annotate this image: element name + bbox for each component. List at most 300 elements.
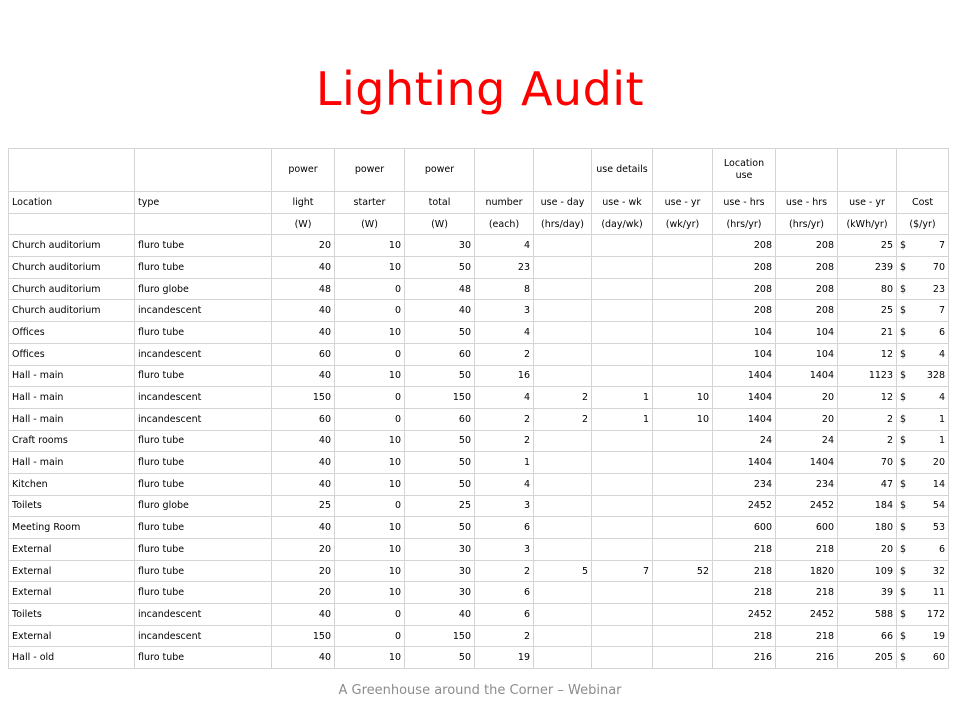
value-cell: 239	[838, 257, 897, 279]
header-cell: (kWh/yr)	[838, 213, 897, 235]
header-cell	[776, 149, 838, 192]
value-cell: 104	[776, 322, 838, 344]
value-cell: 50	[405, 257, 475, 279]
table-row	[9, 539, 949, 561]
value-cell: 10	[653, 408, 713, 430]
value-cell: 20	[776, 387, 838, 409]
type-cell: fluro tube	[135, 235, 272, 257]
header-cell	[475, 149, 534, 192]
value-cell: 10	[335, 365, 405, 387]
cost-value: 11	[932, 587, 945, 599]
currency-symbol: $	[900, 392, 907, 404]
value-cell: 109	[838, 560, 897, 582]
value-cell	[534, 473, 592, 495]
value-cell: 25	[272, 495, 335, 517]
value-cell: 3	[475, 495, 534, 517]
value-cell: 24	[776, 430, 838, 452]
type-cell: fluro tube	[135, 365, 272, 387]
header-cell: (W)	[405, 213, 475, 235]
currency-symbol: $	[900, 478, 907, 490]
value-cell: 25	[405, 495, 475, 517]
value-cell	[653, 430, 713, 452]
cost-value: 4	[938, 348, 945, 360]
location-cell: Hall - main	[9, 387, 135, 409]
location-cell: Craft rooms	[9, 430, 135, 452]
header-cell	[897, 149, 949, 192]
value-cell	[653, 495, 713, 517]
header-label: power	[288, 164, 318, 175]
currency-symbol: $	[900, 587, 907, 599]
value-cell	[534, 343, 592, 365]
location-cell: External	[9, 539, 135, 561]
value-cell: 50	[405, 430, 475, 452]
value-cell: 40	[405, 300, 475, 322]
header-cell: use - yr	[653, 192, 713, 214]
location-cell: External	[9, 625, 135, 647]
table-row	[9, 495, 949, 517]
header-cell: Cost	[897, 192, 949, 214]
value-cell: 0	[335, 278, 405, 300]
cost-value: 328	[926, 370, 945, 382]
value-cell: 6	[475, 604, 534, 626]
value-cell	[592, 300, 653, 322]
header-row-group	[9, 149, 949, 192]
currency-symbol: $	[900, 543, 907, 555]
location-cell: Hall - main	[9, 408, 135, 430]
value-cell: 40	[405, 604, 475, 626]
value-cell: 2	[475, 343, 534, 365]
slide-footer: A Greenhouse around the Corner – Webinar	[338, 683, 622, 698]
location-cell: Offices	[9, 343, 135, 365]
value-cell: 23	[475, 257, 534, 279]
table-row	[9, 473, 949, 495]
value-cell	[592, 604, 653, 626]
cost-cell	[897, 582, 949, 604]
header-label: power	[424, 164, 455, 175]
cost-cell	[897, 365, 949, 387]
value-cell: 4	[475, 473, 534, 495]
value-cell: 20	[272, 539, 335, 561]
cost-cell	[897, 430, 949, 452]
type-cell: incandescent	[135, 343, 272, 365]
value-cell: 10	[335, 235, 405, 257]
value-cell: 1	[475, 452, 534, 474]
value-cell	[592, 647, 653, 669]
value-cell: 40	[272, 322, 335, 344]
type-cell: fluro tube	[135, 517, 272, 539]
value-cell: 70	[838, 452, 897, 474]
value-cell: 25	[838, 300, 897, 322]
value-cell: 80	[838, 278, 897, 300]
value-cell: 6	[475, 517, 534, 539]
value-cell: 7	[592, 560, 653, 582]
value-cell: 50	[405, 473, 475, 495]
header-row-units	[9, 213, 949, 235]
value-cell: 50	[405, 365, 475, 387]
cost-cell	[897, 647, 949, 669]
cost-value: 4	[938, 392, 945, 404]
value-cell: 48	[272, 278, 335, 300]
header-cell	[405, 149, 475, 192]
cost-value: 7	[938, 305, 945, 317]
currency-symbol: $	[900, 261, 907, 273]
header-cell: (each)	[475, 213, 534, 235]
value-cell: 20	[272, 235, 335, 257]
table-row	[9, 647, 949, 669]
value-cell: 50	[405, 452, 475, 474]
value-cell	[534, 452, 592, 474]
type-cell: fluro tube	[135, 322, 272, 344]
cost-value: 20	[932, 457, 945, 469]
value-cell: 104	[776, 343, 838, 365]
value-cell: 216	[776, 647, 838, 669]
type-cell: fluro tube	[135, 539, 272, 561]
currency-symbol: $	[900, 240, 907, 252]
type-cell: fluro tube	[135, 582, 272, 604]
value-cell	[534, 322, 592, 344]
header-cell	[135, 213, 272, 235]
value-cell: 2	[838, 430, 897, 452]
value-cell: 20	[838, 539, 897, 561]
value-cell: 1404	[713, 408, 776, 430]
header-cell	[713, 149, 776, 192]
value-cell	[534, 539, 592, 561]
value-cell: 600	[776, 517, 838, 539]
currency-symbol: $	[900, 457, 907, 469]
value-cell: 0	[335, 343, 405, 365]
value-cell: 208	[713, 278, 776, 300]
value-cell: 218	[776, 625, 838, 647]
table-row	[9, 560, 949, 582]
header-cell: number	[475, 192, 534, 214]
value-cell	[653, 539, 713, 561]
header-cell	[272, 149, 335, 192]
type-cell: incandescent	[135, 300, 272, 322]
value-cell: 60	[405, 343, 475, 365]
value-cell: 10	[335, 322, 405, 344]
type-cell: incandescent	[135, 408, 272, 430]
type-cell: fluro tube	[135, 430, 272, 452]
value-cell: 10	[335, 539, 405, 561]
value-cell: 2	[475, 625, 534, 647]
table-row	[9, 408, 949, 430]
cost-cell	[897, 343, 949, 365]
value-cell: 50	[405, 322, 475, 344]
value-cell: 2	[534, 408, 592, 430]
value-cell	[653, 625, 713, 647]
location-cell: External	[9, 560, 135, 582]
value-cell: 10	[335, 473, 405, 495]
table-row	[9, 278, 949, 300]
value-cell	[653, 322, 713, 344]
value-cell: 8	[475, 278, 534, 300]
value-cell: 40	[272, 300, 335, 322]
currency-symbol: $	[900, 608, 907, 620]
value-cell	[592, 322, 653, 344]
value-cell: 588	[838, 604, 897, 626]
type-cell: incandescent	[135, 625, 272, 647]
value-cell: 1820	[776, 560, 838, 582]
cost-value: 6	[938, 543, 945, 555]
value-cell: 150	[405, 625, 475, 647]
table-row	[9, 452, 949, 474]
location-cell: Church auditorium	[9, 235, 135, 257]
value-cell: 218	[713, 625, 776, 647]
value-cell: 30	[405, 582, 475, 604]
cost-cell	[897, 387, 949, 409]
header-cell	[9, 213, 135, 235]
type-cell: fluro globe	[135, 278, 272, 300]
value-cell: 208	[776, 300, 838, 322]
type-cell: fluro tube	[135, 257, 272, 279]
header-cell	[592, 149, 653, 192]
value-cell: 2452	[776, 495, 838, 517]
value-cell: 208	[776, 257, 838, 279]
value-cell: 20	[272, 582, 335, 604]
cost-cell	[897, 625, 949, 647]
table-row	[9, 257, 949, 279]
value-cell: 208	[713, 257, 776, 279]
header-cell: use - day	[534, 192, 592, 214]
currency-symbol: $	[900, 500, 907, 512]
value-cell	[592, 582, 653, 604]
table-row	[9, 387, 949, 409]
value-cell: 2	[475, 560, 534, 582]
cost-cell	[897, 539, 949, 561]
header-cell	[335, 149, 405, 192]
header-cell: type	[135, 192, 272, 214]
currency-symbol: $	[900, 522, 907, 534]
value-cell: 184	[838, 495, 897, 517]
value-cell: 50	[405, 517, 475, 539]
value-cell: 1404	[713, 387, 776, 409]
value-cell	[534, 278, 592, 300]
cost-value: 53	[932, 522, 945, 534]
value-cell	[592, 625, 653, 647]
value-cell: 40	[272, 473, 335, 495]
value-cell: 21	[838, 322, 897, 344]
value-cell: 1404	[713, 452, 776, 474]
value-cell: 30	[405, 560, 475, 582]
value-cell	[592, 257, 653, 279]
cost-value: 32	[932, 565, 945, 577]
value-cell: 16	[475, 365, 534, 387]
value-cell: 218	[713, 560, 776, 582]
value-cell	[653, 452, 713, 474]
value-cell: 20	[776, 408, 838, 430]
value-cell: 10	[335, 430, 405, 452]
type-cell: incandescent	[135, 604, 272, 626]
cost-value: 23	[932, 283, 945, 295]
value-cell: 216	[713, 647, 776, 669]
value-cell: 10	[653, 387, 713, 409]
value-cell: 208	[713, 300, 776, 322]
table-row	[9, 604, 949, 626]
location-cell: Kitchen	[9, 473, 135, 495]
value-cell	[534, 625, 592, 647]
location-cell: Toilets	[9, 604, 135, 626]
table-row	[9, 517, 949, 539]
value-cell: 1404	[713, 365, 776, 387]
cost-cell	[897, 300, 949, 322]
value-cell: 4	[475, 387, 534, 409]
value-cell: 104	[713, 343, 776, 365]
slide-title: Lighting Audit	[315, 62, 645, 116]
cost-value: 19	[932, 630, 945, 642]
value-cell: 3	[475, 539, 534, 561]
header-cell: use - yr	[838, 192, 897, 214]
header-cell: light	[272, 192, 335, 214]
value-cell: 234	[776, 473, 838, 495]
value-cell: 208	[713, 235, 776, 257]
value-cell: 6	[475, 582, 534, 604]
location-cell: Hall - main	[9, 365, 135, 387]
cost-value: 70	[932, 261, 945, 273]
value-cell	[534, 582, 592, 604]
value-cell: 150	[272, 387, 335, 409]
header-cell: use - hrs	[713, 192, 776, 214]
header-label: power	[354, 164, 385, 175]
header-cell: use - wk	[592, 192, 653, 214]
value-cell: 180	[838, 517, 897, 539]
value-cell: 0	[335, 625, 405, 647]
cost-cell	[897, 517, 949, 539]
value-cell: 50	[405, 647, 475, 669]
header-cell	[135, 149, 272, 192]
value-cell	[592, 517, 653, 539]
value-cell: 1404	[776, 452, 838, 474]
table-row	[9, 343, 949, 365]
value-cell: 4	[475, 235, 534, 257]
table-row	[9, 582, 949, 604]
value-cell: 40	[272, 365, 335, 387]
value-cell: 10	[335, 647, 405, 669]
cost-cell	[897, 560, 949, 582]
value-cell: 0	[335, 604, 405, 626]
type-cell: incandescent	[135, 387, 272, 409]
value-cell: 2452	[713, 495, 776, 517]
header-cell	[838, 149, 897, 192]
value-cell: 48	[405, 278, 475, 300]
value-cell	[534, 365, 592, 387]
value-cell: 40	[272, 517, 335, 539]
type-cell: fluro tube	[135, 647, 272, 669]
value-cell: 2	[475, 408, 534, 430]
table-row	[9, 235, 949, 257]
header-cell: (day/wk)	[592, 213, 653, 235]
value-cell: 40	[272, 604, 335, 626]
value-cell: 1123	[838, 365, 897, 387]
value-cell	[592, 235, 653, 257]
type-cell: fluro globe	[135, 495, 272, 517]
value-cell: 24	[713, 430, 776, 452]
value-cell	[534, 300, 592, 322]
type-cell: fluro tube	[135, 452, 272, 474]
value-cell	[592, 430, 653, 452]
value-cell	[653, 517, 713, 539]
value-cell: 10	[335, 582, 405, 604]
location-cell: Meeting Room	[9, 517, 135, 539]
header-label: use details	[596, 164, 648, 175]
value-cell: 0	[335, 387, 405, 409]
value-cell: 60	[272, 343, 335, 365]
cost-value: 1	[938, 413, 945, 425]
value-cell: 60	[405, 408, 475, 430]
value-cell: 218	[776, 539, 838, 561]
currency-symbol: $	[900, 326, 907, 338]
value-cell: 66	[838, 625, 897, 647]
value-cell: 12	[838, 387, 897, 409]
value-cell: 20	[272, 560, 335, 582]
header-cell: (hrs/day)	[534, 213, 592, 235]
value-cell: 2	[475, 430, 534, 452]
value-cell: 234	[713, 473, 776, 495]
value-cell: 30	[405, 235, 475, 257]
header-cell: use - hrs	[776, 192, 838, 214]
value-cell: 600	[713, 517, 776, 539]
cost-value: 14	[932, 478, 945, 490]
cost-cell	[897, 322, 949, 344]
cost-value: 172	[926, 608, 945, 620]
currency-symbol: $	[900, 652, 907, 664]
cost-value: 60	[932, 652, 945, 664]
header-cell: (W)	[335, 213, 405, 235]
value-cell	[592, 495, 653, 517]
location-cell: Church auditorium	[9, 300, 135, 322]
value-cell: 2452	[713, 604, 776, 626]
location-cell: Church auditorium	[9, 278, 135, 300]
value-cell: 19	[475, 647, 534, 669]
value-cell: 10	[335, 517, 405, 539]
currency-symbol: $	[900, 413, 907, 425]
value-cell: 218	[713, 539, 776, 561]
header-label: Location use	[723, 158, 765, 181]
type-cell: fluro tube	[135, 473, 272, 495]
table-row	[9, 365, 949, 387]
location-cell: Offices	[9, 322, 135, 344]
value-cell	[592, 452, 653, 474]
location-cell: External	[9, 582, 135, 604]
table-row	[9, 322, 949, 344]
header-cell: (hrs/yr)	[776, 213, 838, 235]
cost-cell	[897, 235, 949, 257]
value-cell	[592, 278, 653, 300]
cost-cell	[897, 452, 949, 474]
currency-symbol: $	[900, 435, 907, 447]
value-cell	[653, 365, 713, 387]
value-cell: 205	[838, 647, 897, 669]
value-cell: 2	[534, 387, 592, 409]
value-cell: 10	[335, 452, 405, 474]
header-row-columns	[9, 192, 949, 214]
value-cell: 10	[335, 560, 405, 582]
value-cell: 10	[335, 257, 405, 279]
header-cell: Location	[9, 192, 135, 214]
value-cell	[534, 430, 592, 452]
value-cell: 2452	[776, 604, 838, 626]
value-cell: 208	[776, 278, 838, 300]
value-cell: 0	[335, 495, 405, 517]
value-cell	[534, 235, 592, 257]
value-cell	[653, 278, 713, 300]
value-cell: 150	[272, 625, 335, 647]
header-cell: (hrs/yr)	[713, 213, 776, 235]
value-cell: 60	[272, 408, 335, 430]
value-cell	[653, 647, 713, 669]
value-cell: 47	[838, 473, 897, 495]
value-cell	[653, 582, 713, 604]
value-cell	[592, 473, 653, 495]
